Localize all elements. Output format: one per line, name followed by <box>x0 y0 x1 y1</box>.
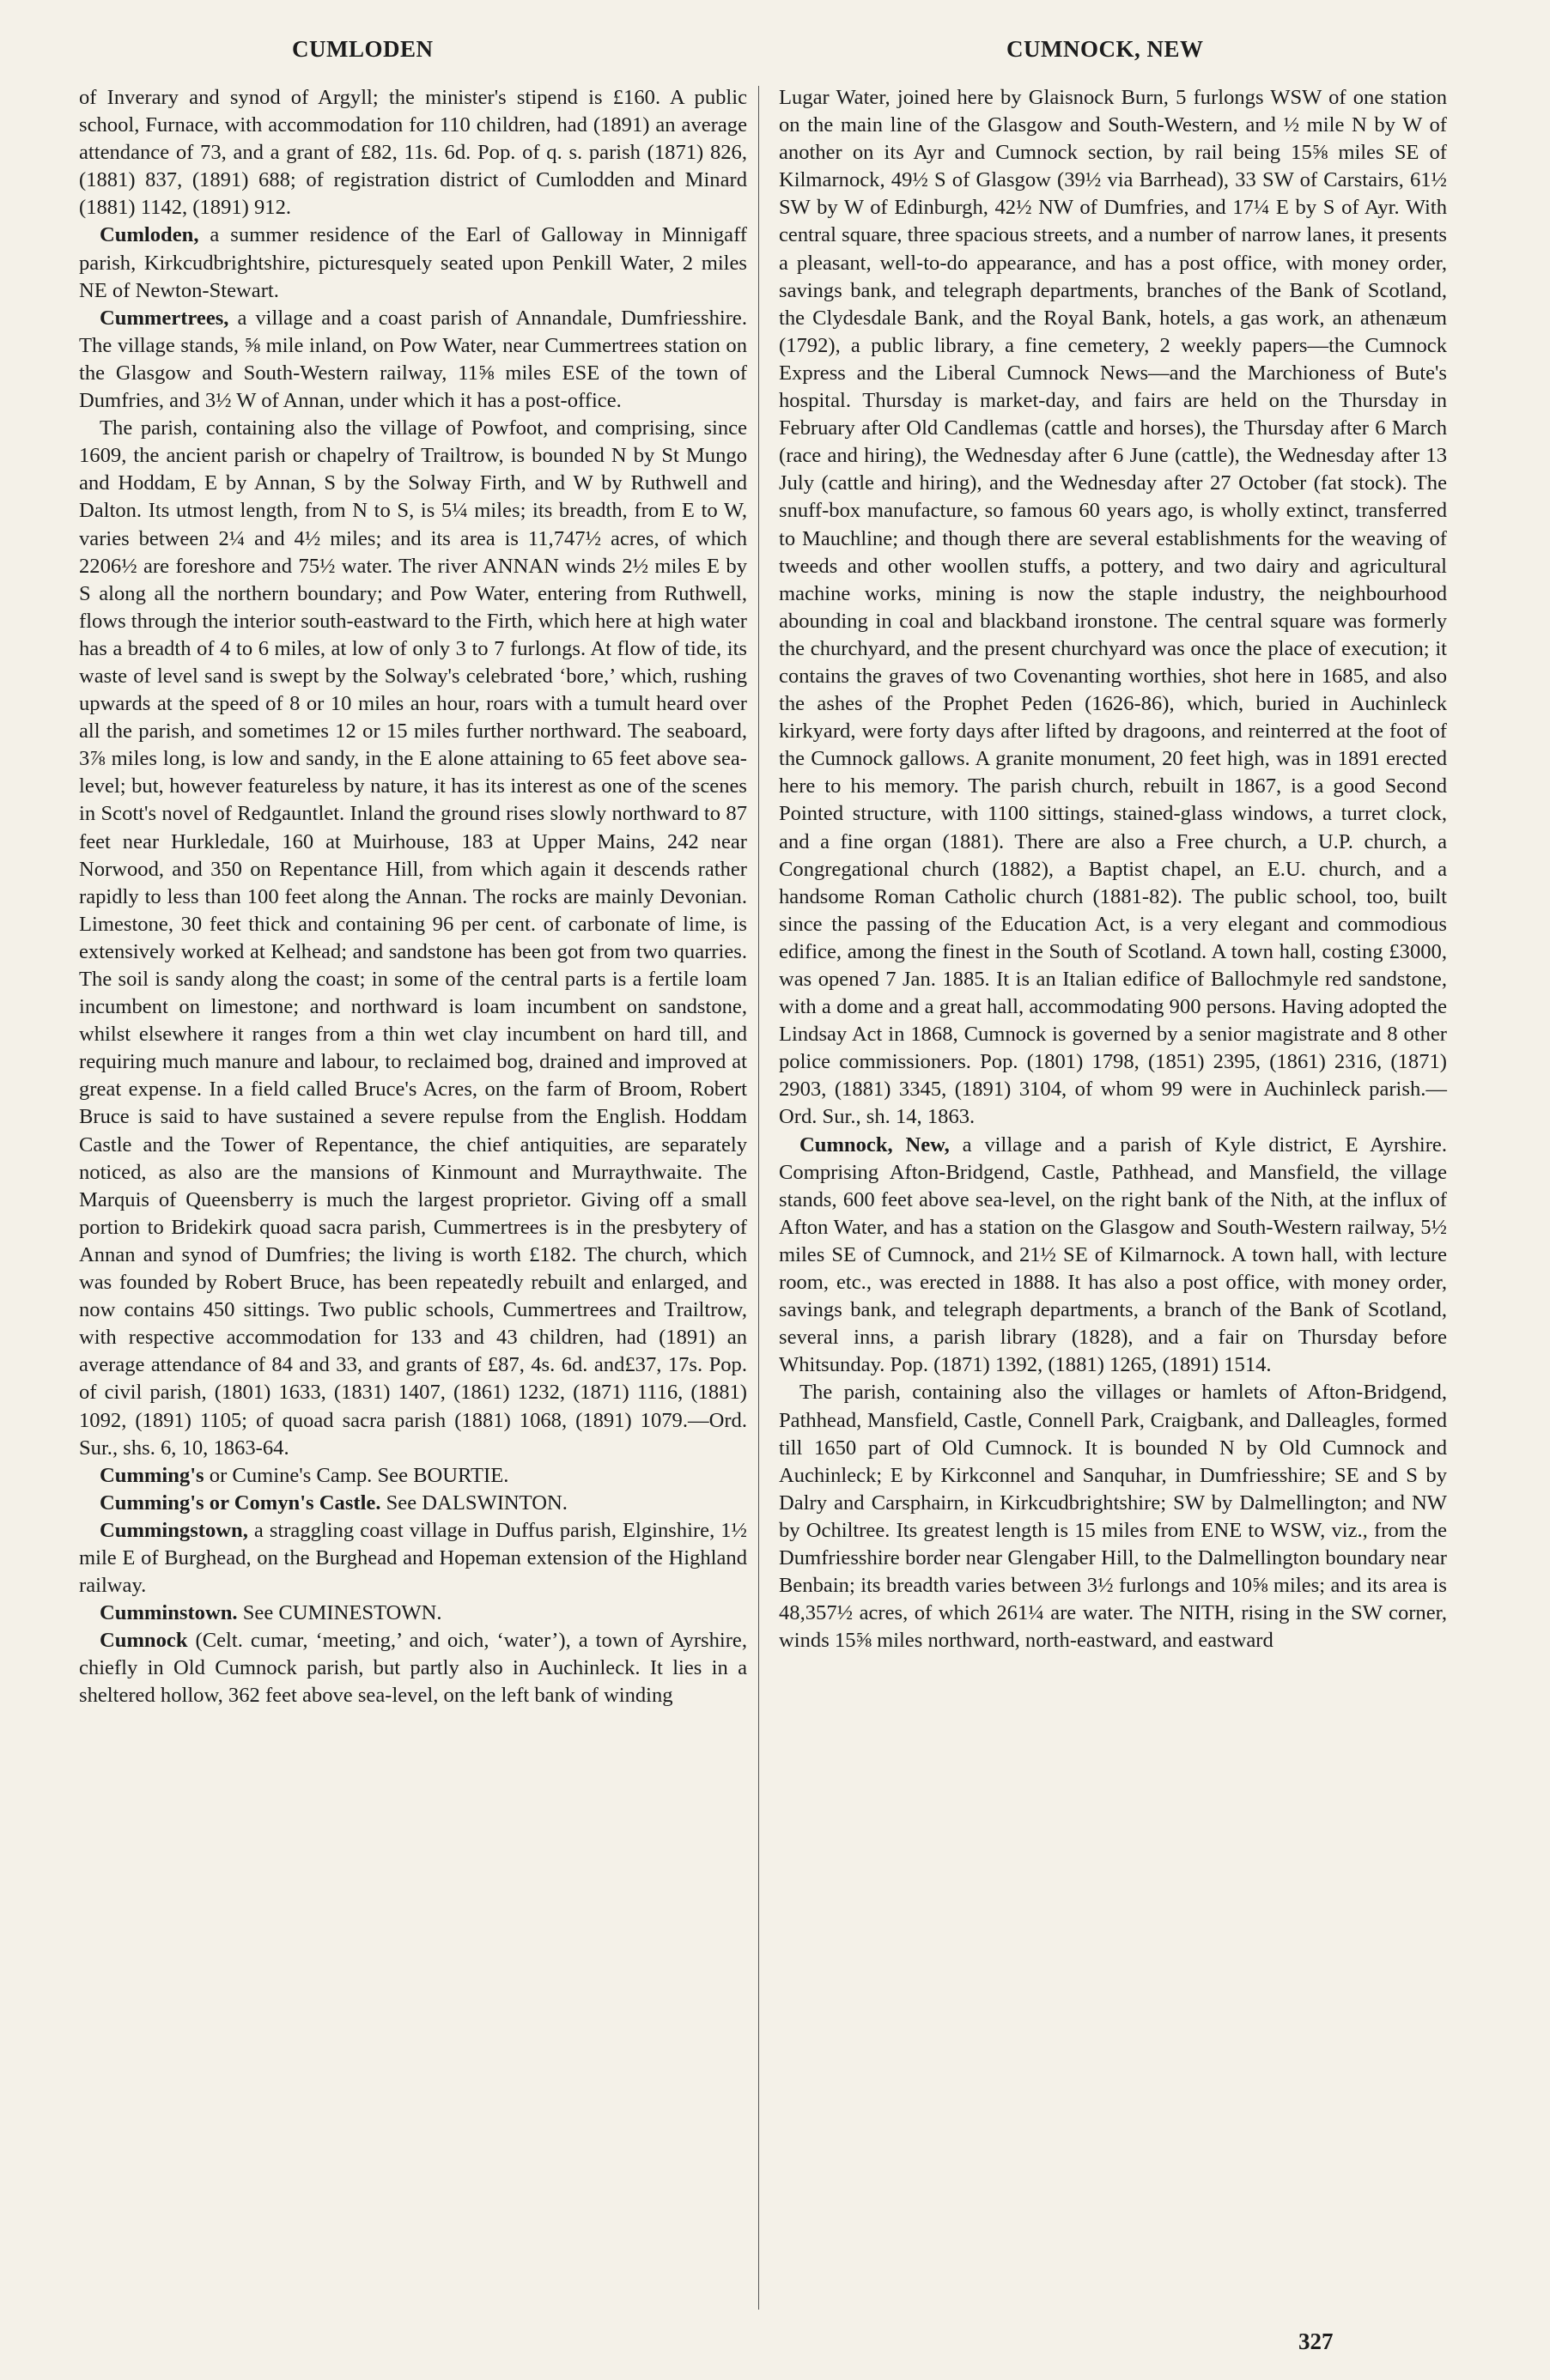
column-divider <box>758 86 759 2310</box>
entry: Cumming's or Comyn's Castle. See DALSWINTON. <box>100 1491 568 1515</box>
header-left: CUMLODEN <box>292 36 434 62</box>
right-column <box>779 84 1447 1654</box>
header-right: CUMNOCK, NEW <box>1006 36 1204 62</box>
entry: Cumnock (Celt. cumar, ‘meeting,’ and oich, ‘water’), a town of Ayrshire, chiefly in Old Cumnock parish, but partly also in Auchinleck. It lies in a sheltered hollow, 362 feet above sea-level, on the left bank of winding <box>79 1629 747 1708</box>
paragraph: Lugar Water, joined here by Glaisnock Burn, 5 furlongs WSW of one station on the main line of the Glasgow and South-Western, and ½ mile N by W of another on its Ayr and Cumnock section, by rail being 15⅝ miles SE of Kilmarnock, 49½ S of Glasgow (39½ via Barrhead), 33 SW of Carstairs, 61½ SW by W of Edinburgh, 42½ NW of Dumfries, and 17¼ E by S of Ayr. With central square, three spacious streets, and a number of narrow lanes, it presents a pleasant, well-to-do appearance, and has a post office, with money order, savings bank, and telegraph departments, branches of the Bank of Scotland, the Clydesdale Bank, and the Royal Bank, hotels, a gas work, an athenæum (1792), a public library, a fine cemetery, 2 weekly papers—the Cumnock Express and the Liberal Cumnock News—and the Marchioness of Bute's hospital. Thursday is market-day, and fairs are held on the Thursday in February after Old Candlemas (cattle and horses), the Thursday after 6 March (race and hiring), the Wednesday after 6 June (cattle), the Wednesday after 13 July (cattle and hiring), and the Wednesday after 27 October (fat stock). The snuff-box manufacture, so famous 60 years ago, is wholly extinct, transferred to Mauchline; and though there are several establishments for the weaving of tweeds and other woollen stuffs, a pottery, and two dairy and agricultural machine works, mining is now the staple industry, the neighbourhood abounding in coal and blackband ironstone. The central square was formerly the churchyard, and the present churchyard was once the place of execution; it contains the graves of two Covenanting worthies, shot here in 1685, and also the ashes of the Prophet Peden (1626-86), which, buried in Auchinleck kirkyard, were forty days after lifted by dragoons, and reinterred at the foot of the Cumnock gallows. A granite monument, 20 feet high, was in 1891 erected here to his memory. The parish church, rebuilt in 1867, is a good Second Pointed structure, with 1100 sittings, stained-glass windows, a turret clock, and a fine organ (1881). There are also a Free church, a U.P. church, a Congregational church (1882), a Baptist chapel, an E.U. church, and a handsome Roman Catholic church (1881-82). The public school, too, built since the passing of the Education Act, is a very elegant and commodious edifice, among the finest in the South of Scotland. A town hall, costing £3000, was opened 7 Jan. 1885. It is an Italian edifice of Ballochmyle red sandstone, with a dome and a great hall, accommodating 900 persons. Having adopted the Lindsay Act in 1868, Cumnock is governed by a senior magistrate and 8 other police commissioners. Pop. (1801) 1798, (1851) 2395, (1861) 2316, (1871) 2903, (1881) 3345, (1891) 3104, of whom 99 were in Auchinleck parish.—Ord. Sur., sh. 14, 1863. <box>779 86 1447 1129</box>
running-header <box>0 36 1550 70</box>
paragraph: of Inverary and synod of Argyll; the minister's stipend is £160. A public school, Furnace, with accommodation for 110 children, had (1891) an average attendance of 73, and a grant of £82, 11s. 6d. Pop. of q. s. parish (1871) 826, (1881) 837, (1891) 688; of registration district of Cumlodden and Minard (1881) 1142, (1891) 912. <box>79 86 747 220</box>
entry: Cumminstown. See CUMINESTOWN. <box>100 1601 442 1625</box>
paragraph: The parish, containing also the villages or hamlets of Afton-Bridgend, Pathhead, Mansfield, Castle, Connell Park, Craigbank, and Dalleagles, formed till 1650 part of Old Cumnock. It is bounded N by Old Cumnock and Auchinleck; E by Kirkconnel and Sanquhar, in Dumfriesshire; SE and S by Dalry and Carsphairn, in Kirkcudbrightshire; SW by Dalmellington; and NW by Ochiltree. Its greatest length is 15 miles from ENE to WSW, viz., from the Dumfriesshire border near Glengaber Hill, to the Dalmellington boundary near Benbain; its breadth varies between 3½ furlongs and 10⅝ miles; and its area is 48,357½ acres, of which 261¼ are water. The NITH, rising in the SW corner, winds 15⅝ miles northward, north-eastward, and eastward <box>779 1381 1447 1653</box>
entry: Cumming's or Cumine's Camp. See BOURTIE. <box>100 1463 509 1487</box>
entry: Cummertrees, a village and a coast parish of Annandale, Dumfriesshire. The village stands, ⅝ mile inland, on Pow Water, near Cummertrees station on the Glasgow and South-Western railway, 11⅝ miles ESE of the town of Dumfries, and 3½ W of Annan, under which it has a post-office. <box>79 306 747 413</box>
entry: Cummingstown, a straggling coast village in Duffus parish, Elginshire, 1½ mile E of Burghead, on the Burghead and Hopeman extension of the Highland railway. <box>79 1518 747 1598</box>
page-number: 327 <box>1298 2328 1334 2354</box>
entry: Cumloden, a summer residence of the Earl of Galloway in Minnigaff parish, Kirkcudbrightshire, picturesquely seated upon Penkill Water, 2 miles NE of Newton-Stewart. <box>79 223 747 302</box>
paragraph: The parish, containing also the village of Powfoot, and comprising, since 1609, the ancient parish or chapelry of Trailtrow, is bounded N by St Mungo and Hoddam, E by Annan, S by the Solway Firth, and W by Ruthwell and Dalton. Its utmost length, from N to S, is 5¼ miles; its breadth, from E to W, varies between 2¼ and 4½ miles; and its area is 11,747½ acres, of which 2206½ are foreshore and 75½ water. The river ANNAN winds 2½ miles E by S along all the northern boundary; and Pow Water, entering from Ruthwell, flows through the interior south-eastward to the Firth, which here at high water has a breadth of 4 to 6 miles, at low of only 3 to 7 furlongs. At flow of tide, its waste of level sand is swept by the Solway's celebrated ‘bore,’ which, rushing upwards at the speed of 8 or 10 miles an hour, roars with a tumult heard over all the parish, and sometimes 12 or 15 miles further northward. The seaboard, 3⅞ miles long, is low and sandy, in the E alone attaining to 65 feet above sea-level; but, however featureless by nature, it has its interest as one of the scenes in Scott's novel of Redgauntlet. Inland the ground rises slowly northward to 87 feet near Hurkledale, 160 at Muirhouse, 183 at Upper Mains, 242 near Norwood, and 350 on Repentance Hill, from which again it descends rather rapidly to less than 100 feet along the Annan. The rocks are mainly Devonian. Limestone, 30 feet thick and containing 96 per cent. of carbonate of lime, is extensively worked at Kelhead; and sandstone has been got from two quarries. The soil is sandy along the coast; in some of the central parts is a fertile loam incumbent on limestone; and northward is loam incumbent on sandstone, whilst elsewhere it ranges from a thin wet clay incumbent on hard till, and requiring much manure and labour, to reclaimed bog, drained and improved at great expense. In a field called Bruce's Acres, on the farm of Broom, Robert Bruce is said to have sustained a severe repulse from the English. Hoddam Castle and the Tower of Repentance, the chief antiquities, are separately noticed, as also are the mansions of Kinmount and Murraythwaite. The Marquis of Queensberry is much the largest proprietor. Giving off a small portion to Bridekirk quoad sacra parish, Cummertrees is in the presbytery of Annan and synod of Dumfries; the living is worth £182. The church, which was founded by Robert Bruce, has been repeatedly rebuilt and enlarged, and now contains 450 sittings. Two public schools, Cummertrees and Trailtrow, with respective accommodation for 133 and 43 children, had (1891) an average attendance of 84 and 33, and grants of £87, 4s. 6d. and£37, 17s. Pop. of civil parish, (1801) 1633, (1831) 1407, (1861) 1232, (1871) 1116, (1881) 1092, (1891) 1105; of quoad sacra parish (1881) 1068, (1891) 1079.—Ord. Sur., shs. 6, 10, 1863-64. <box>79 416 747 1460</box>
entry: Cumnock, New, a village and a parish of Kyle district, E Ayrshire. Comprising Afton-Bridgend, Castle, Pathhead, and Mansfield, the village stands, 600 feet above sea-level, on the right bank of the Nith, at the influx of Afton Water, and has a station on the Glasgow and South-Western railway, 5½ miles SE of Cumnock, and 21½ SE of Kilmarnock. A town hall, with lecture room, etc., was erected in 1888. It has also a post office, with money order, savings bank, and telegraph departments, a branch of the Bank of Scotland, several inns, a parish library (1828), and a fair on Thursday before Whitsunday. Pop. (1871) 1392, (1881) 1265, (1891) 1514. <box>779 1132 1447 1377</box>
left-column <box>79 84 747 1710</box>
